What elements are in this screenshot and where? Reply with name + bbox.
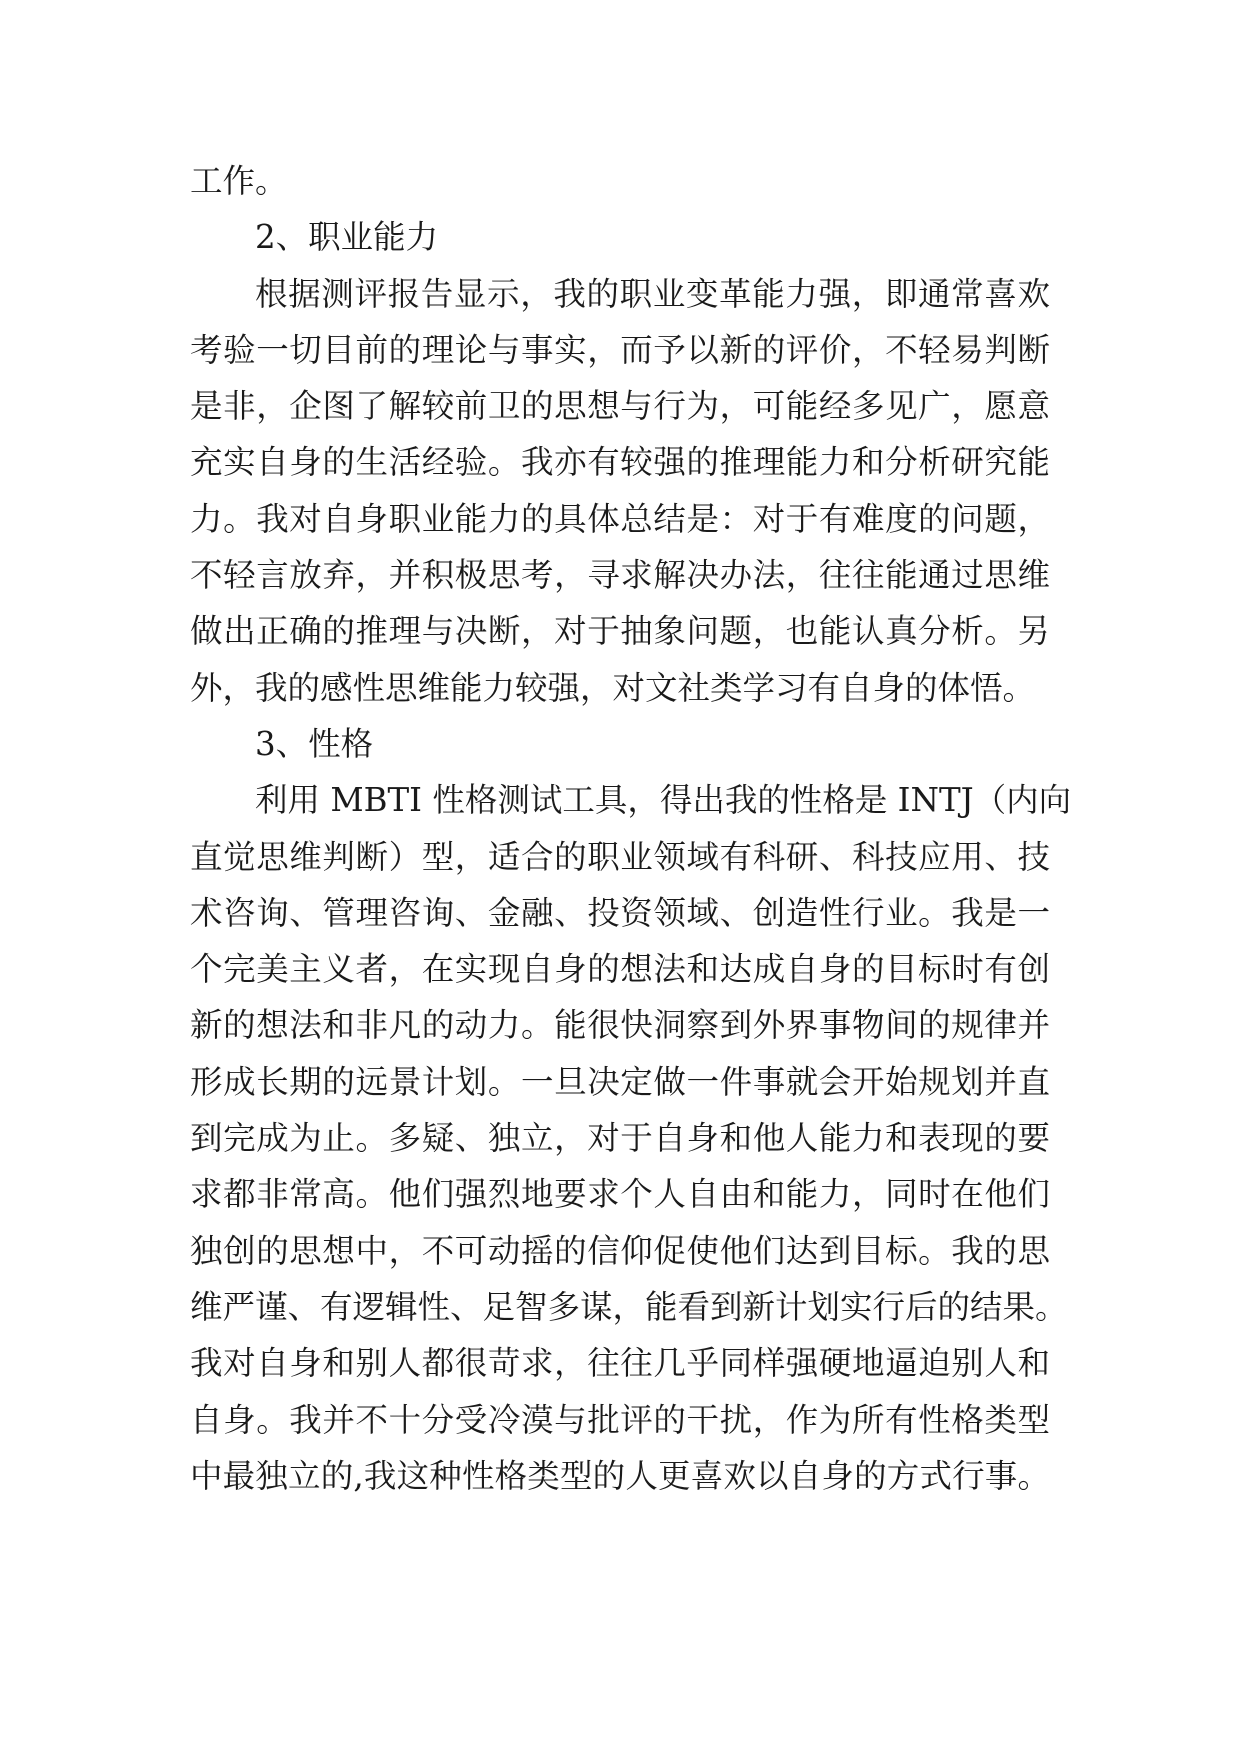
text-line: 工作。 <box>190 162 288 200</box>
text-line: 考验一切目前的理论与事实，而予以新的评价，不轻易判断 <box>190 330 1050 369</box>
text-line: 自身。我并不十分受冷漠与批评的干扰，作为所有性格类型 <box>190 1400 1050 1439</box>
text-line: 独创的思想中，不可动摇的信仰促使他们达到目标。我的思 <box>190 1231 1050 1270</box>
text-line: 是非，企图了解较前卫的思想与行为，可能经多见广，愿意 <box>190 387 1050 426</box>
text-line: 2、职业能力 <box>255 218 439 257</box>
text-line: 直觉思维判断）型，适合的职业领域有科研、科技应用、技 <box>190 837 1050 876</box>
text-line: 新的想法和非凡的动力。能很快洞察到外界事物间的规律并 <box>190 1006 1050 1045</box>
text-line: 我对自身和别人都很苛求，往往几乎同样强硬地逼迫别人和 <box>190 1344 1050 1383</box>
text-line: 外，我的感性思维能力较强，对文社类学习有自身的体悟。 <box>190 668 1036 707</box>
text-line: 形成长期的远景计划。一旦决定做一件事就会开始规划并直 <box>190 1062 1050 1101</box>
text-line: 中最独立的,我这种性格类型的人更喜欢以自身的方式行事。 <box>190 1456 1050 1495</box>
text-line: 力。我对自身职业能力的具体总结是：对于有难度的问题， <box>190 499 1050 538</box>
text-line: 充实自身的生活经验。我亦有较强的推理能力和分析研究能 <box>190 443 1050 482</box>
text-line: 做出正确的推理与决断，对于抽象问题，也能认真分析。另 <box>190 612 1050 651</box>
body-text <box>190 153 1072 1504</box>
text-line: 个完美主义者，在实现自身的想法和达成自身的目标时有创 <box>190 950 1050 989</box>
text-line: 不轻言放弃，并积极思考，寻求解决办法，往往能通过思维 <box>190 556 1050 595</box>
text-line: 3、性格 <box>255 724 374 763</box>
text-line: 维严谨、有逻辑性、足智多谋，能看到新计划实行后的结果。 <box>190 1287 1068 1326</box>
text-line: 利用 MBTI 性格测试工具，得出我的性格是 INTJ（内向 <box>255 781 1072 820</box>
text-line: 求都非常高。他们强烈地要求个人自由和能力，同时在他们 <box>190 1175 1050 1214</box>
text-line: 根据测评报告显示，我的职业变革能力强，即通常喜欢 <box>255 274 1050 313</box>
text-line: 术咨询、管理咨询、金融、投资领域、创造性行业。我是一 <box>190 893 1050 932</box>
text-line: 到完成为止。多疑、独立，对于自身和他人能力和表现的要 <box>190 1119 1050 1158</box>
